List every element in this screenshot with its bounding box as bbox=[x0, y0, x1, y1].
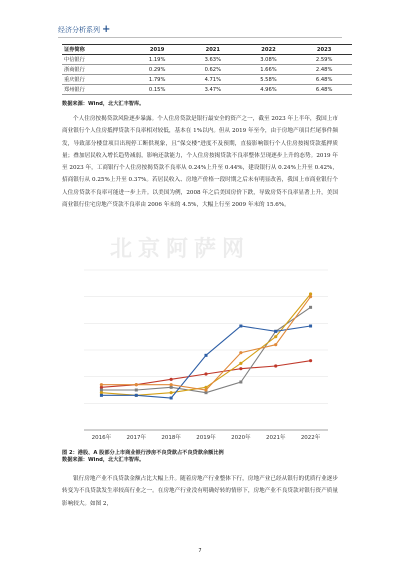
x-tick-label: 2019年 bbox=[196, 435, 216, 441]
table-header: 2022 bbox=[241, 45, 297, 55]
table-cell: 1.19% bbox=[129, 55, 185, 65]
table-cell: 3.63% bbox=[185, 55, 241, 65]
header-rule bbox=[58, 37, 342, 38]
table-cell: 2.59% bbox=[296, 55, 352, 65]
data-point bbox=[309, 359, 312, 362]
data-point bbox=[239, 367, 242, 370]
series-line bbox=[101, 294, 310, 395]
data-point bbox=[170, 386, 173, 389]
data-point bbox=[274, 343, 277, 346]
x-tick-label: 2020年 bbox=[231, 435, 251, 441]
table-header: 证券简称 bbox=[62, 45, 129, 55]
table-row bbox=[62, 85, 352, 95]
data-point bbox=[100, 383, 103, 386]
npl-table bbox=[62, 44, 352, 95]
data-point bbox=[204, 388, 207, 391]
data-point bbox=[239, 325, 242, 328]
x-tick-label: 2017年 bbox=[126, 435, 147, 441]
table-cell: 0.29% bbox=[129, 65, 185, 75]
series-line bbox=[101, 297, 310, 390]
table-row bbox=[62, 75, 352, 85]
table-cell: 2.48% bbox=[296, 65, 352, 75]
data-point bbox=[239, 381, 242, 384]
table-cell: 1.66% bbox=[241, 65, 297, 75]
table-header: 2023 bbox=[296, 45, 352, 55]
data-point bbox=[204, 372, 207, 375]
figure-title: 图 2：港股、A 股部分上市商业银行涉房不良贷款占不良贷款余额比例 bbox=[62, 450, 224, 456]
watermark: 北京阿萨网 bbox=[110, 237, 251, 262]
data-point bbox=[100, 391, 103, 394]
x-tick-label: 2021年 bbox=[265, 435, 286, 441]
x-tick-label: 2016年 bbox=[91, 435, 112, 441]
data-point bbox=[170, 391, 173, 394]
table-cell: 3.47% bbox=[185, 85, 241, 95]
data-point bbox=[274, 335, 277, 338]
data-point bbox=[170, 383, 173, 386]
header-title: 经济分析系列 bbox=[58, 26, 100, 34]
plus-icon: + bbox=[102, 24, 111, 35]
data-point bbox=[205, 354, 208, 357]
data-point bbox=[170, 378, 173, 381]
table-header: 2019 bbox=[129, 45, 185, 55]
data-point bbox=[135, 389, 138, 392]
table-source: 数据来源：Wind，北大汇丰智库。 bbox=[62, 101, 145, 107]
data-point bbox=[274, 330, 277, 333]
table-cell: 郑州银行 bbox=[62, 85, 129, 95]
table-cell: 1.79% bbox=[129, 75, 185, 85]
data-point bbox=[274, 364, 277, 367]
table-cell: 6.48% bbox=[296, 85, 352, 95]
table-cell: 重庆银行 bbox=[62, 75, 129, 85]
data-point bbox=[309, 306, 312, 309]
data-point bbox=[135, 394, 138, 397]
data-point bbox=[309, 295, 312, 298]
body-paragraph-2: 银行房地产业不良贷款金额占比大幅上升。随着房地产行业整体下行，房地产业已经从银行的优质行业逐步转变为不良贷款发生率较高行业之一。在房地产行业没有明确好转的情形下，房地产业不良贷款对银行资产质量影响较大。如图 2， bbox=[62, 476, 338, 507]
table-header-row bbox=[62, 45, 352, 55]
table-cell: 中信银行 bbox=[62, 55, 129, 65]
page-number: 7 bbox=[198, 548, 202, 554]
figure-caption bbox=[62, 449, 224, 463]
figure-source: 数据来源：Wind，北大汇丰智库。 bbox=[62, 457, 145, 463]
table-cell: 0.62% bbox=[185, 65, 241, 75]
table-row bbox=[62, 65, 352, 75]
data-point bbox=[170, 397, 173, 400]
data-point bbox=[135, 383, 138, 386]
data-point bbox=[239, 362, 242, 365]
table-header: 2021 bbox=[185, 45, 241, 55]
x-tick-label: 2018年 bbox=[161, 435, 181, 441]
data-point bbox=[100, 394, 103, 397]
data-point bbox=[100, 389, 103, 392]
table-cell: 6.48% bbox=[296, 75, 352, 85]
table-cell: 浙商银行 bbox=[62, 65, 129, 75]
table-cell: 5.58% bbox=[241, 75, 297, 85]
table-row bbox=[62, 55, 352, 65]
data-point bbox=[205, 391, 208, 394]
x-tick-label: 2022年 bbox=[300, 435, 321, 441]
line-chart bbox=[60, 262, 340, 444]
table-cell: 4.71% bbox=[185, 75, 241, 85]
table-cell: 0.15% bbox=[129, 85, 185, 95]
table-cell: 3.08% bbox=[241, 55, 297, 65]
body-paragraph: 个人住房按揭贷款风险逐步暴露。个人住房贷款是银行最安全的资产之一，截至 2023 年上半年，我国上市商业银行个人住房抵押贷款不良率相对较低，基本在 1%以内。但从 2019 年至今，由于房地产项目烂尾事件频发，导致部分楼盘项目出现停工断供现象，且“保交楼”进度不及预期，直接影响银行个人住房按揭贷款抵押质量；叠加居民收入增长趋势减弱，影响还款能力，个人住房按揭贷款不良率整体呈现逐步上升的态势。2019 年至 2023 年，工商银行个人住房按揭贷款不良率从 0.24%上升至 0.44%，建设银行从 0.24%上升至 0.42%，招商银行从 0.25%上升至 0.37%。若居民收入、房地产价格一段时期之后未有明显改善，我国上市商业银行个人住房贷款不良率可能进一步上升。以美国为例，2008 年之后美国房价下跌，导致房贷不良率显著上升，美国商业银行住宅房地产贷款不良率由 2006 年末的 4.5%，大幅上行至 2009 年末的 15.6%。 bbox=[62, 116, 338, 209]
data-point bbox=[239, 351, 242, 354]
data-point bbox=[309, 325, 312, 328]
table-cell: 4.96% bbox=[241, 85, 297, 95]
header bbox=[58, 24, 110, 35]
